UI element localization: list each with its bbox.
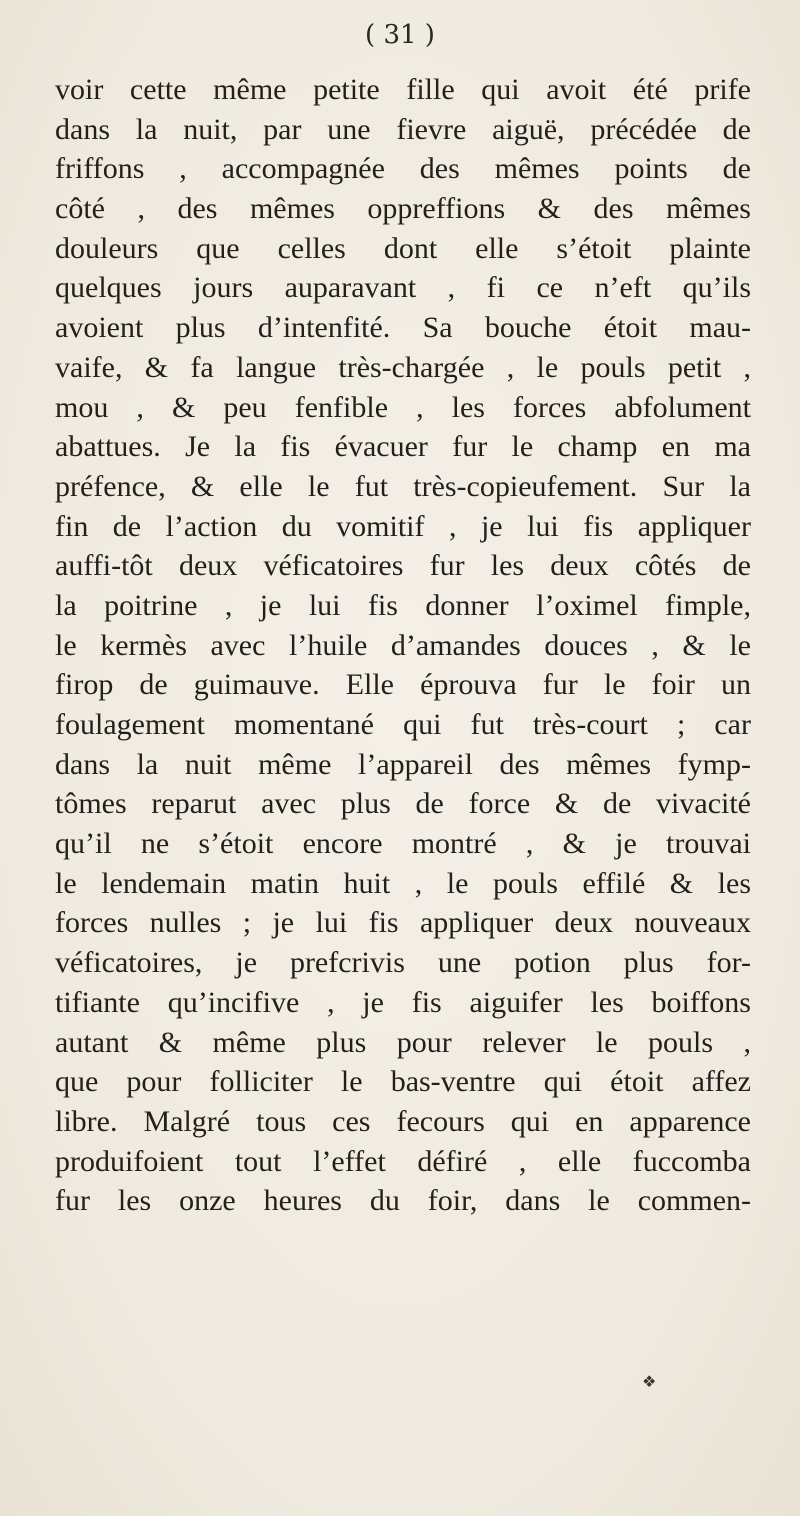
text-line: firop de guimauve. Elle éprouva fur le foir un <box>55 668 751 702</box>
text-line: forces nulles ; je lui fis appliquer deux nouveaux <box>55 906 751 940</box>
text-line: produifoient tout l’effet défiré , elle fuccomba <box>55 1144 751 1178</box>
text-line: véficatoires, je prefcrivis une potion plus for- <box>55 946 751 980</box>
text-line: mou , & peu fenfible , les forces abfolument <box>55 390 751 424</box>
text-line: préfence, & elle le fut très-copieufement. Sur la <box>55 469 751 503</box>
page-number: ( 31 ) <box>365 20 435 50</box>
catchword-ornament: ❖ <box>642 1372 657 1391</box>
text-line: friffons , accompagnée des mêmes points de <box>55 152 751 186</box>
text-line: tômes reparut avec plus de force & de vivacité <box>55 787 751 821</box>
text-line: que pour folliciter le bas-ventre qui étoit affez <box>55 1065 751 1099</box>
text-line: auffi-tôt deux véficatoires fur les deux côtés de <box>55 549 751 583</box>
text-line: fur les onze heures du foir, dans le commen- <box>55 1184 751 1218</box>
body-text <box>55 70 751 1221</box>
text-line: qu’il ne s’étoit encore montré , & je trouvai <box>55 827 751 861</box>
text-line: autant & même plus pour relever le pouls , <box>55 1025 751 1059</box>
text-line: la poitrine , je lui fis donner l’oximel fimple, <box>55 588 751 622</box>
text-line: abattues. Je la fis évacuer fur le champ en ma <box>55 430 751 464</box>
text-line: voir cette même petite fille qui avoit été prife <box>55 73 751 106</box>
text-line: côté , des mêmes oppreffions & des mêmes <box>55 192 751 226</box>
text-line: quelques jours auparavant , fi ce n’eft qu’ils <box>55 271 751 305</box>
text-line: le lendemain matin huit , le pouls effilé & les <box>55 866 751 900</box>
text-line: douleurs que celles dont elle s’étoit plainte <box>55 231 751 265</box>
text-line: fin de l’action du vomitif , je lui fis appliquer <box>55 509 751 543</box>
text-line: vaife, & fa langue très-chargée , le pouls petit , <box>55 350 751 384</box>
text-line: dans la nuit, par une fievre aiguë, précédée de <box>55 112 751 146</box>
text-line: libre. Malgré tous ces fecours qui en apparence <box>55 1104 751 1138</box>
text-line: dans la nuit même l’appareil des mêmes fymp- <box>55 747 751 781</box>
text-line: le kermès avec l’huile d’amandes douces , & le <box>55 628 751 662</box>
text-line: avoient plus d’intenfité. Sa bouche étoit mau- <box>55 311 751 345</box>
text-line: tifiante qu’incifive , je fis aiguifer les boiffons <box>55 985 751 1019</box>
text-line: foulagement momentané qui fut très-court ; car <box>55 708 751 741</box>
